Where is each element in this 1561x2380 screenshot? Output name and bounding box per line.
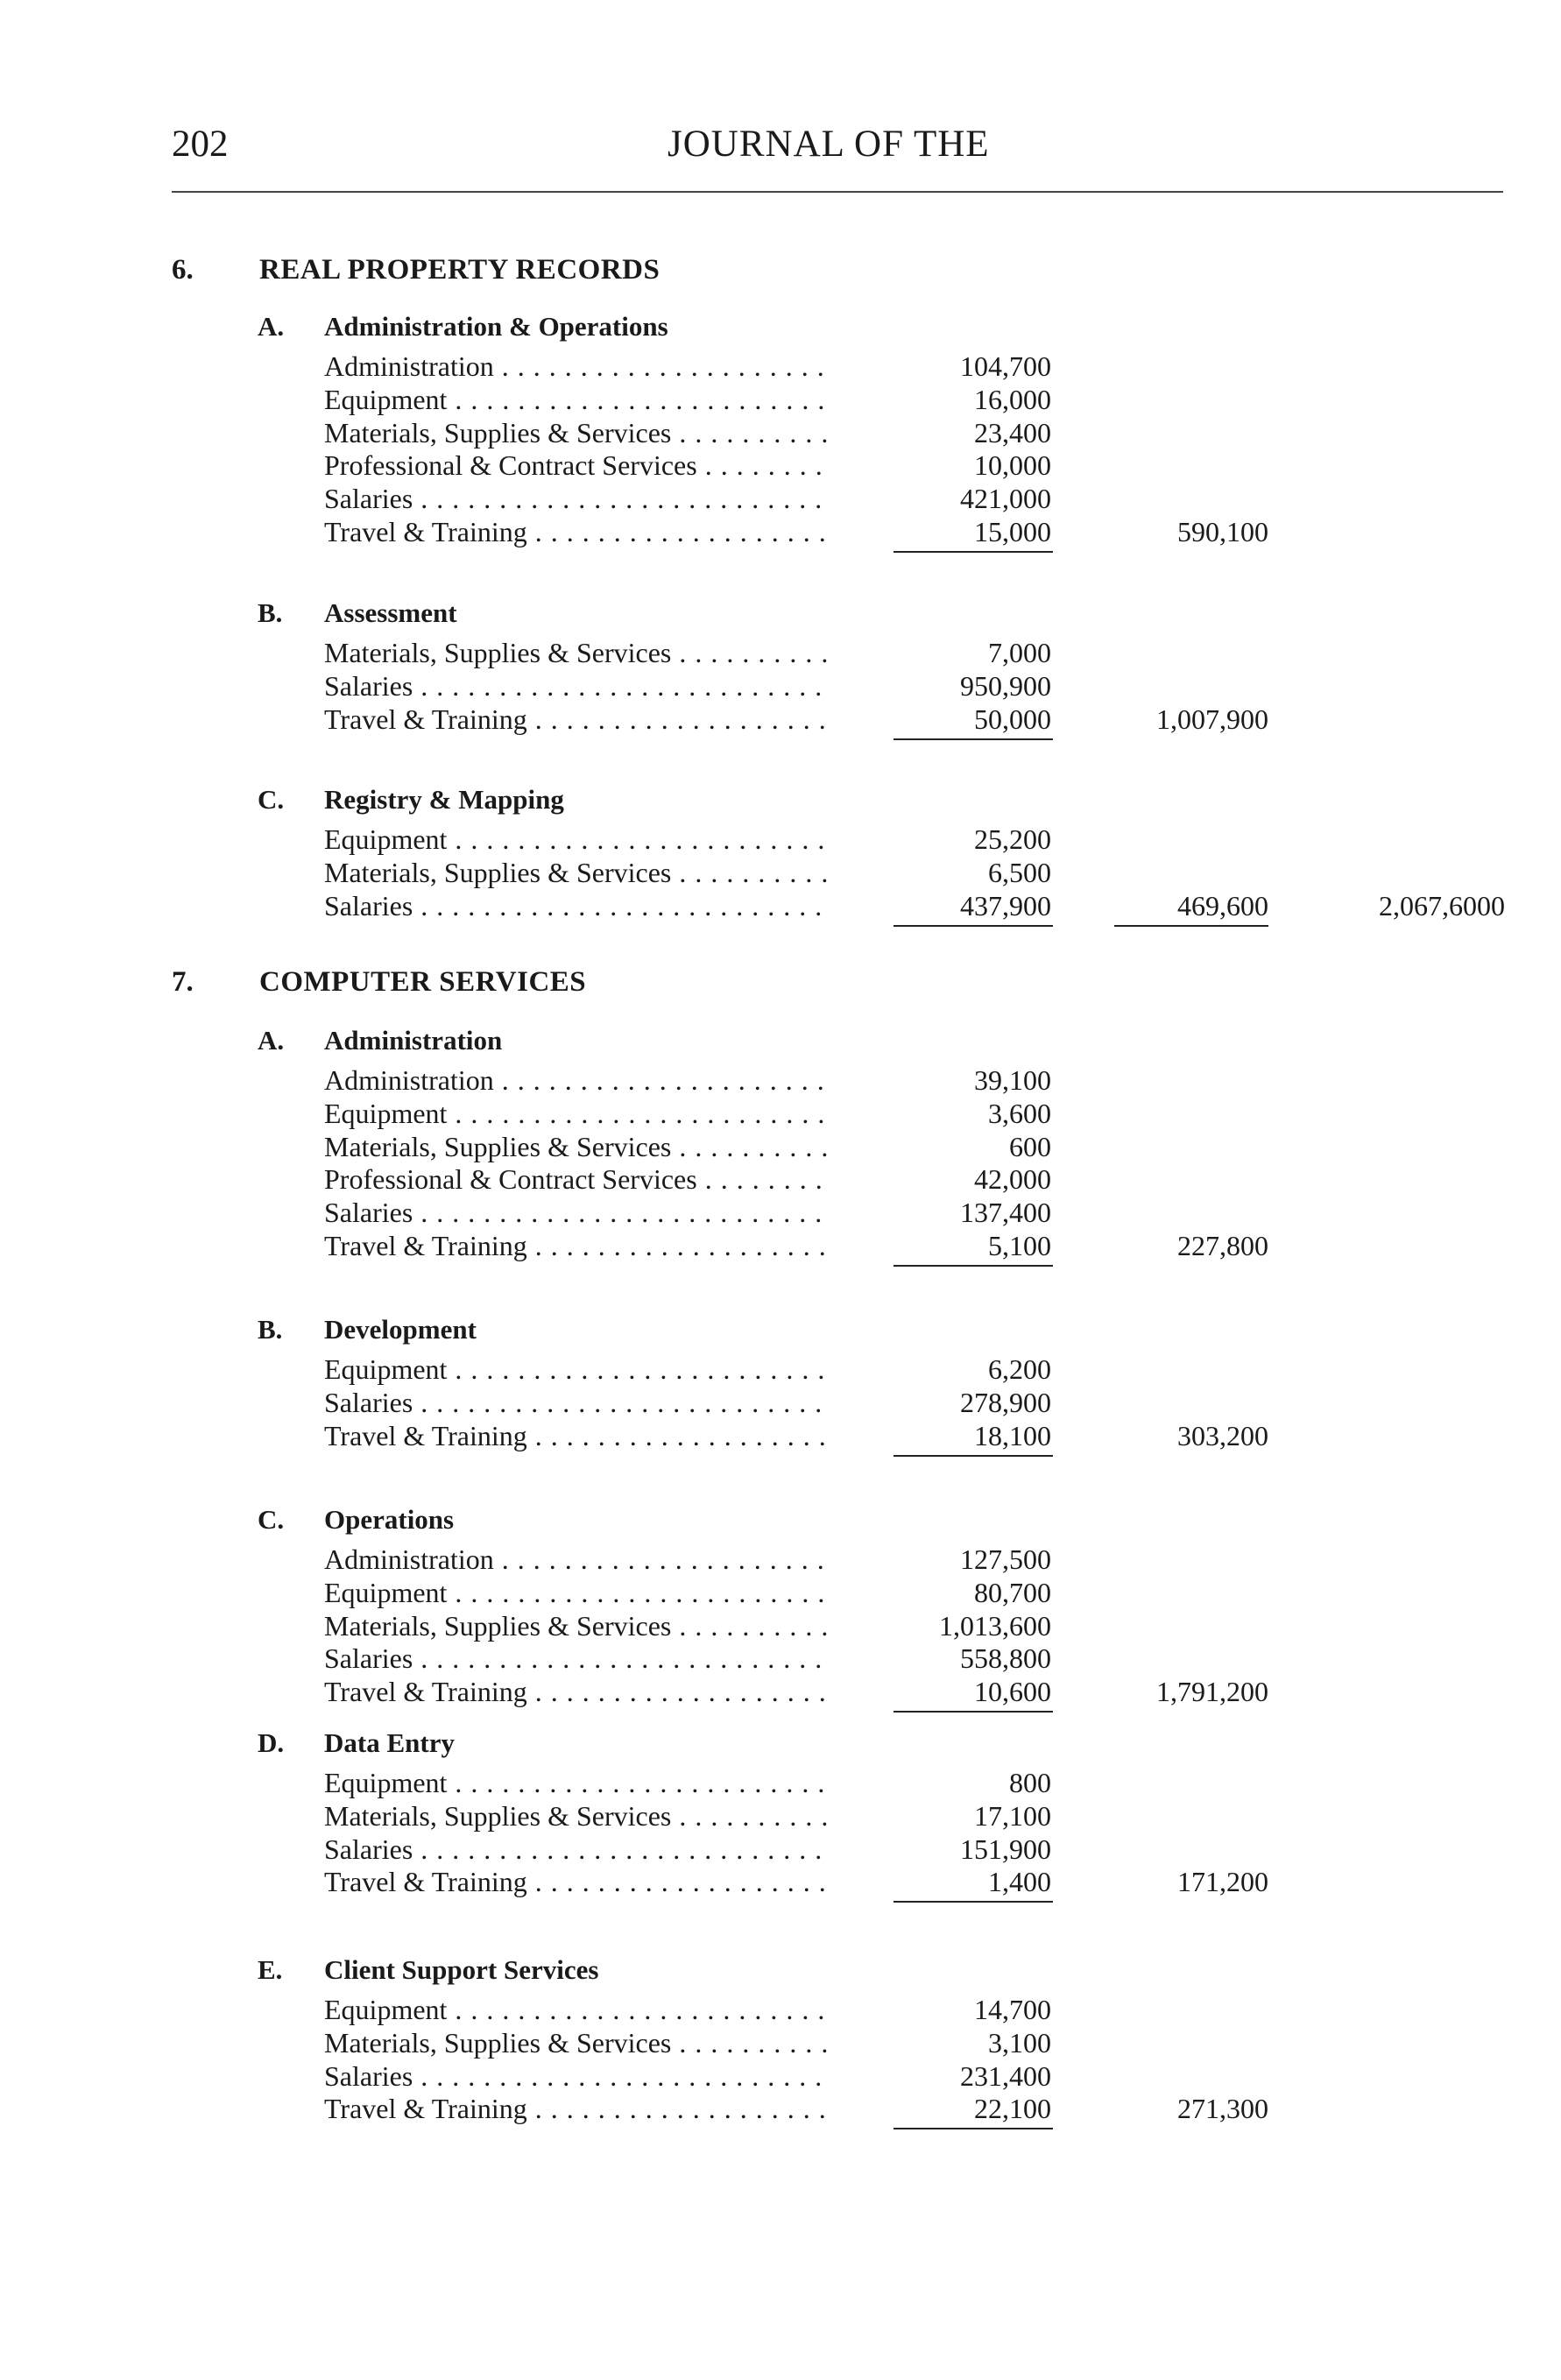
line-item-amount: 10,600: [974, 1676, 1051, 1708]
line-item-amount: 137,400: [960, 1197, 1051, 1229]
line-item: [324, 823, 1051, 857]
line-item-label: Equipment . . .: [324, 384, 830, 416]
line-item: [324, 1163, 1051, 1197]
line-item-amount: 3,600: [988, 1097, 1051, 1129]
line-item: [324, 1230, 1051, 1263]
line-item: [324, 483, 1051, 516]
subsection-subtotal: 590,100: [1177, 516, 1268, 547]
subsection-title: Client Support Services: [324, 1954, 599, 1985]
line-item-label: Administration . . .: [324, 1543, 830, 1576]
amount-underline: [894, 1901, 1053, 1903]
subsection-title: Data Entry: [324, 1727, 455, 1758]
line-item-label: Equipment . . .: [324, 823, 830, 856]
line-item-amount: 558,800: [960, 1642, 1051, 1675]
line-item-label: Materials, Supplies & Services . . .: [324, 417, 830, 449]
line-item-label: Salaries . . .: [324, 1833, 830, 1866]
line-item-label: Equipment . . .: [324, 1767, 830, 1799]
line-item-label: Materials, Supplies & Services . . .: [324, 2027, 830, 2059]
line-item-label: Equipment . . .: [324, 1994, 830, 2026]
section-title: REAL PROPERTY RECORDS: [259, 254, 660, 286]
subsection-subtotal: 469,600: [1177, 889, 1268, 922]
line-item: [324, 1197, 1051, 1230]
line-item: [324, 1543, 1051, 1577]
amount-underline: [894, 1711, 1053, 1713]
line-item-label: Equipment . . .: [324, 1353, 830, 1386]
line-item-amount: 6,500: [988, 856, 1051, 888]
amount-underline: [894, 551, 1053, 553]
line-item-amount: 800: [1009, 1767, 1051, 1798]
line-item-label: Travel & Training . . .: [324, 703, 830, 736]
amount-underline: [894, 1455, 1053, 1457]
subsection-subtotal: 1,791,200: [1156, 1676, 1268, 1708]
line-item-amount: 421,000: [960, 483, 1051, 515]
line-item-label: Travel & Training . . .: [324, 2093, 830, 2125]
line-item-label: Materials, Supplies & Services . . .: [324, 1610, 830, 1642]
line-item: [324, 1767, 1051, 1800]
line-item-amount: 14,700: [974, 1994, 1051, 2025]
line-item-amount: 3,100: [988, 2026, 1051, 2059]
section-number: 7.: [172, 966, 194, 998]
line-item-amount: 50,000: [974, 703, 1051, 735]
line-item-label: Equipment . . .: [324, 1577, 830, 1609]
line-item-amount: 950,900: [960, 669, 1051, 702]
line-item: [324, 890, 1051, 923]
amount-underline: [894, 925, 1053, 927]
line-item: [324, 1676, 1051, 1709]
line-item: [324, 670, 1051, 703]
line-item-amount: 39,100: [974, 1064, 1051, 1096]
line-item-amount: 278,900: [960, 1386, 1051, 1418]
line-item: [324, 384, 1051, 417]
line-item-amount: 151,900: [960, 1833, 1051, 1865]
line-item: [324, 2027, 1051, 2060]
line-item-amount: 18,100: [974, 1419, 1051, 1451]
line-item: [324, 1866, 1051, 1899]
subsection-subtotal: 227,800: [1177, 1230, 1268, 1261]
line-item-label: Salaries . . .: [324, 1197, 830, 1229]
subsection-letter: B.: [258, 597, 283, 628]
line-item-label: Equipment . . .: [324, 1098, 830, 1130]
subsection-title: Administration & Operations: [324, 311, 668, 342]
subsection-title: Registry & Mapping: [324, 784, 564, 815]
line-item-label: Salaries . . .: [324, 890, 830, 922]
line-item-amount: 80,700: [974, 1576, 1051, 1608]
line-item-amount: 104,700: [960, 350, 1051, 382]
amount-underline: [894, 2128, 1053, 2129]
subsection-subtotal: 171,200: [1177, 1866, 1268, 1898]
line-item-label: Salaries . . .: [324, 1387, 830, 1419]
line-item: [324, 857, 1051, 890]
line-item: [324, 1577, 1051, 1610]
subsection-letter: C.: [258, 784, 285, 815]
line-item-amount: 15,000: [974, 516, 1051, 547]
line-item-amount: 10,000: [974, 449, 1051, 482]
subsection-letter: A.: [258, 1025, 285, 1056]
line-item-amount: 17,100: [974, 1799, 1051, 1832]
line-item-amount: 231,400: [960, 2059, 1051, 2092]
subtotal-underline: [1114, 925, 1268, 927]
line-item: [324, 1131, 1051, 1164]
line-item-label: Materials, Supplies & Services . . .: [324, 1800, 830, 1833]
line-item: [324, 1642, 1051, 1676]
line-item-label: Travel & Training . . .: [324, 516, 830, 548]
subsection-letter: A.: [258, 311, 285, 342]
subsection-subtotal: 271,300: [1177, 2093, 1268, 2125]
subsection-title: Operations: [324, 1504, 455, 1535]
line-item-amount: 42,000: [974, 1163, 1051, 1196]
line-item-amount: 22,100: [974, 2093, 1051, 2125]
line-item-amount: 6,200: [988, 1353, 1051, 1385]
line-item: [324, 1800, 1051, 1833]
line-item-amount: 5,100: [988, 1230, 1051, 1261]
section-total: 2,067,6000: [1379, 889, 1505, 922]
journal-title: JOURNAL OF THE: [667, 124, 990, 165]
line-item-label: Materials, Supplies & Services . . .: [324, 1131, 830, 1163]
line-item: [324, 1064, 1051, 1098]
line-item: [324, 1833, 1051, 1867]
line-item-label: Salaries . . .: [324, 670, 830, 703]
line-item: [324, 703, 1051, 737]
line-item-label: Materials, Supplies & Services . . .: [324, 637, 830, 669]
line-item-label: Administration . . .: [324, 350, 830, 383]
line-item-label: Salaries . . .: [324, 2060, 830, 2093]
line-item: [324, 2093, 1051, 2126]
line-item-label: Materials, Supplies & Services . . .: [324, 857, 830, 889]
line-item: [324, 1098, 1051, 1131]
page-number: 202: [172, 124, 229, 165]
line-item-label: Professional & Contract Services . . .: [324, 1163, 830, 1196]
line-item: [324, 1353, 1051, 1387]
subsection-letter: D.: [258, 1727, 285, 1758]
line-item: [324, 449, 1051, 483]
section-number: 6.: [172, 254, 194, 286]
line-item-label: Travel & Training . . .: [324, 1676, 830, 1708]
line-item-label: Travel & Training . . .: [324, 1230, 830, 1262]
line-item-amount: 600: [1009, 1130, 1051, 1162]
line-item-amount: 23,400: [974, 416, 1051, 448]
line-item-amount: 1,400: [988, 1866, 1051, 1898]
line-item: [324, 1610, 1051, 1643]
amount-underline: [894, 738, 1053, 740]
line-item: [324, 1387, 1051, 1420]
line-item-label: Administration . . .: [324, 1064, 830, 1097]
section-title: COMPUTER SERVICES: [259, 966, 587, 998]
subsection-letter: C.: [258, 1504, 285, 1535]
subsection-title: Administration: [324, 1025, 503, 1056]
subsection-subtotal: 303,200: [1177, 1419, 1268, 1451]
subsection-letter: E.: [258, 1954, 283, 1985]
line-item: [324, 350, 1051, 384]
line-item-label: Salaries . . .: [324, 483, 830, 515]
subsection-title: Assessment: [324, 597, 457, 628]
line-item-amount: 25,200: [974, 823, 1051, 855]
line-item: [324, 1420, 1051, 1453]
line-item: [324, 1994, 1051, 2027]
line-item-amount: 1,013,600: [939, 1609, 1051, 1642]
line-item-amount: 127,500: [960, 1543, 1051, 1575]
line-item: [324, 2060, 1051, 2094]
line-item-label: Travel & Training . . .: [324, 1420, 830, 1452]
line-item-label: Travel & Training . . .: [324, 1866, 830, 1898]
line-item-amount: 437,900: [960, 889, 1051, 922]
subsection-subtotal: 1,007,900: [1156, 703, 1268, 735]
line-item: [324, 417, 1051, 450]
line-item: [324, 637, 1051, 670]
subsection-title: Development: [324, 1314, 477, 1345]
amount-underline: [894, 1265, 1053, 1267]
line-item-label: Professional & Contract Services . . .: [324, 449, 830, 482]
subsection-letter: B.: [258, 1314, 283, 1345]
line-item-label: Salaries . . .: [324, 1642, 830, 1675]
line-item-amount: 7,000: [988, 637, 1051, 668]
line-item-amount: 16,000: [974, 383, 1051, 415]
line-item: [324, 516, 1051, 549]
